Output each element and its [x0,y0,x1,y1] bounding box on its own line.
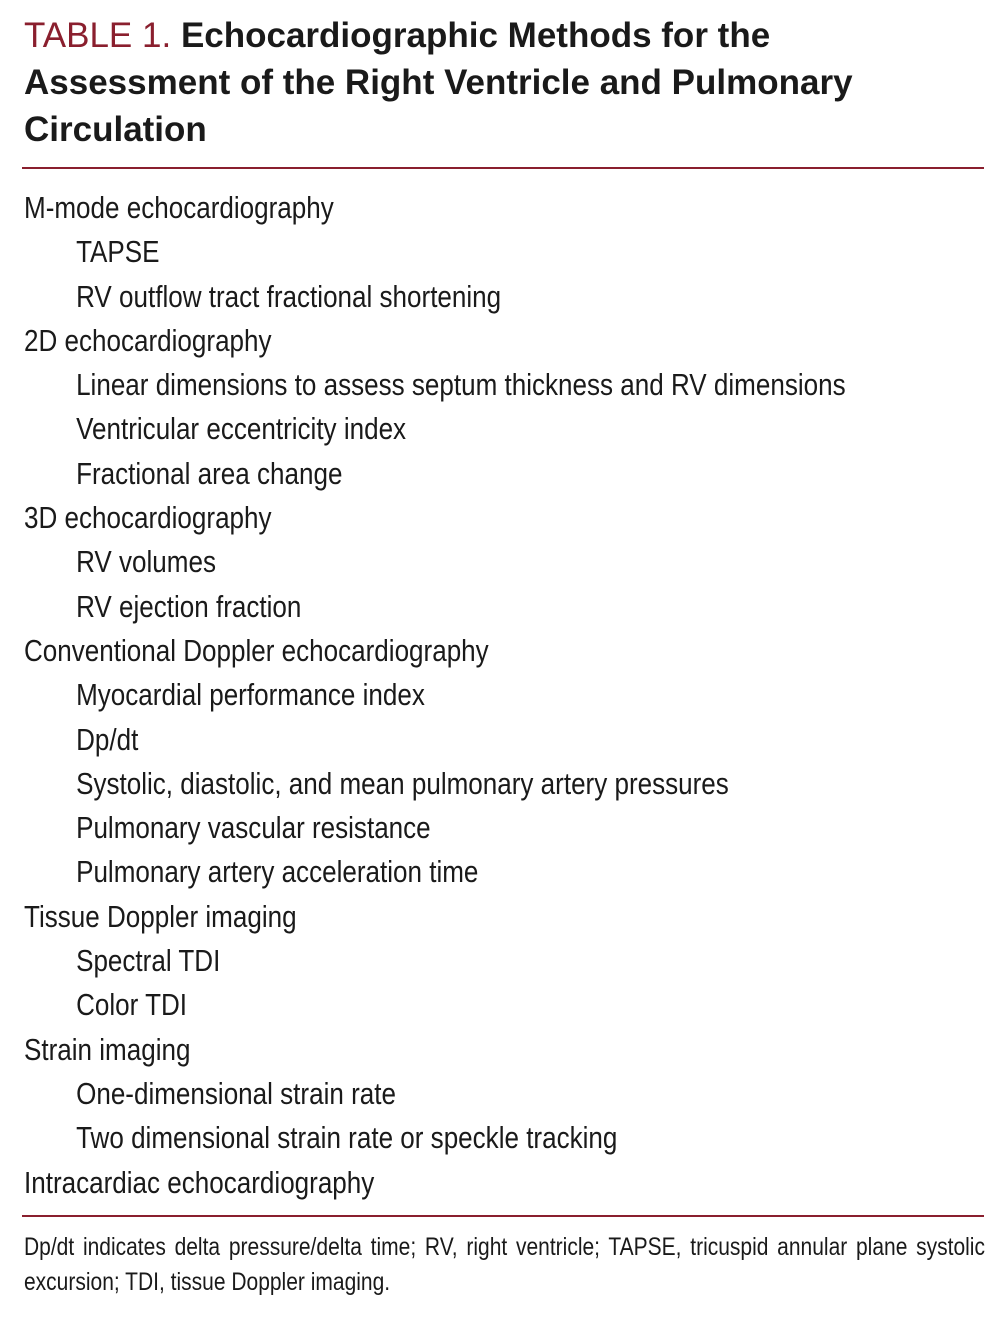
method-subitem: TAPSE [76,234,160,270]
method-category: Strain imaging [24,1031,191,1067]
method-subitem: RV outflow tract fractional shortening [76,278,502,314]
method-subitem: Ventricular eccentricity index [76,411,407,447]
top-divider [22,167,984,169]
methods-list [24,186,984,1205]
method-subitem: Linear dimensions to assess septum thickness and RV dimensions [76,367,846,403]
method-subitem: Pulmonary vascular resistance [76,810,431,846]
method-category: Tissue Doppler imaging [24,898,297,934]
method-subitem: Spectral TDI [76,943,221,979]
method-subitem: Systolic, diastolic, and mean pulmonary artery pressures [76,765,729,801]
method-category: Conventional Doppler echocardiography [24,632,489,668]
method-subitem: RV ejection fraction [76,588,302,624]
method-subitem: Pulmonary artery acceleration time [76,854,479,890]
bottom-divider [22,1215,984,1217]
method-category: Intracardiac echocardiography [24,1164,375,1200]
method-subitem: Two dimensional strain rate or speckle tracking [76,1120,618,1156]
table-footnote: Dp/dt indicates delta pressure/delta time; RV, right ventricle; TAPSE, tricuspid annular plane systolic excursion; TDI, tissue Doppler imaging. [24,1233,985,1296]
method-category: M-mode echocardiography [24,190,334,225]
method-category: 2D echocardiography [24,322,272,358]
method-subitem: Myocardial performance index [76,677,425,713]
table-label: TABLE 1. [24,16,172,55]
method-subitem: Dp/dt [76,721,139,757]
table-caption [24,12,984,153]
method-category: 3D echocardiography [24,500,272,536]
table-title: Echocardiographic Methods for the Assessment of the Right Ventricle and Pulmonary Circulation [24,16,853,149]
method-subitem: Fractional area change [76,455,343,491]
method-subitem: RV volumes [76,544,216,580]
method-subitem: Color TDI [76,987,188,1023]
method-subitem: One-dimensional strain rate [76,1075,396,1111]
